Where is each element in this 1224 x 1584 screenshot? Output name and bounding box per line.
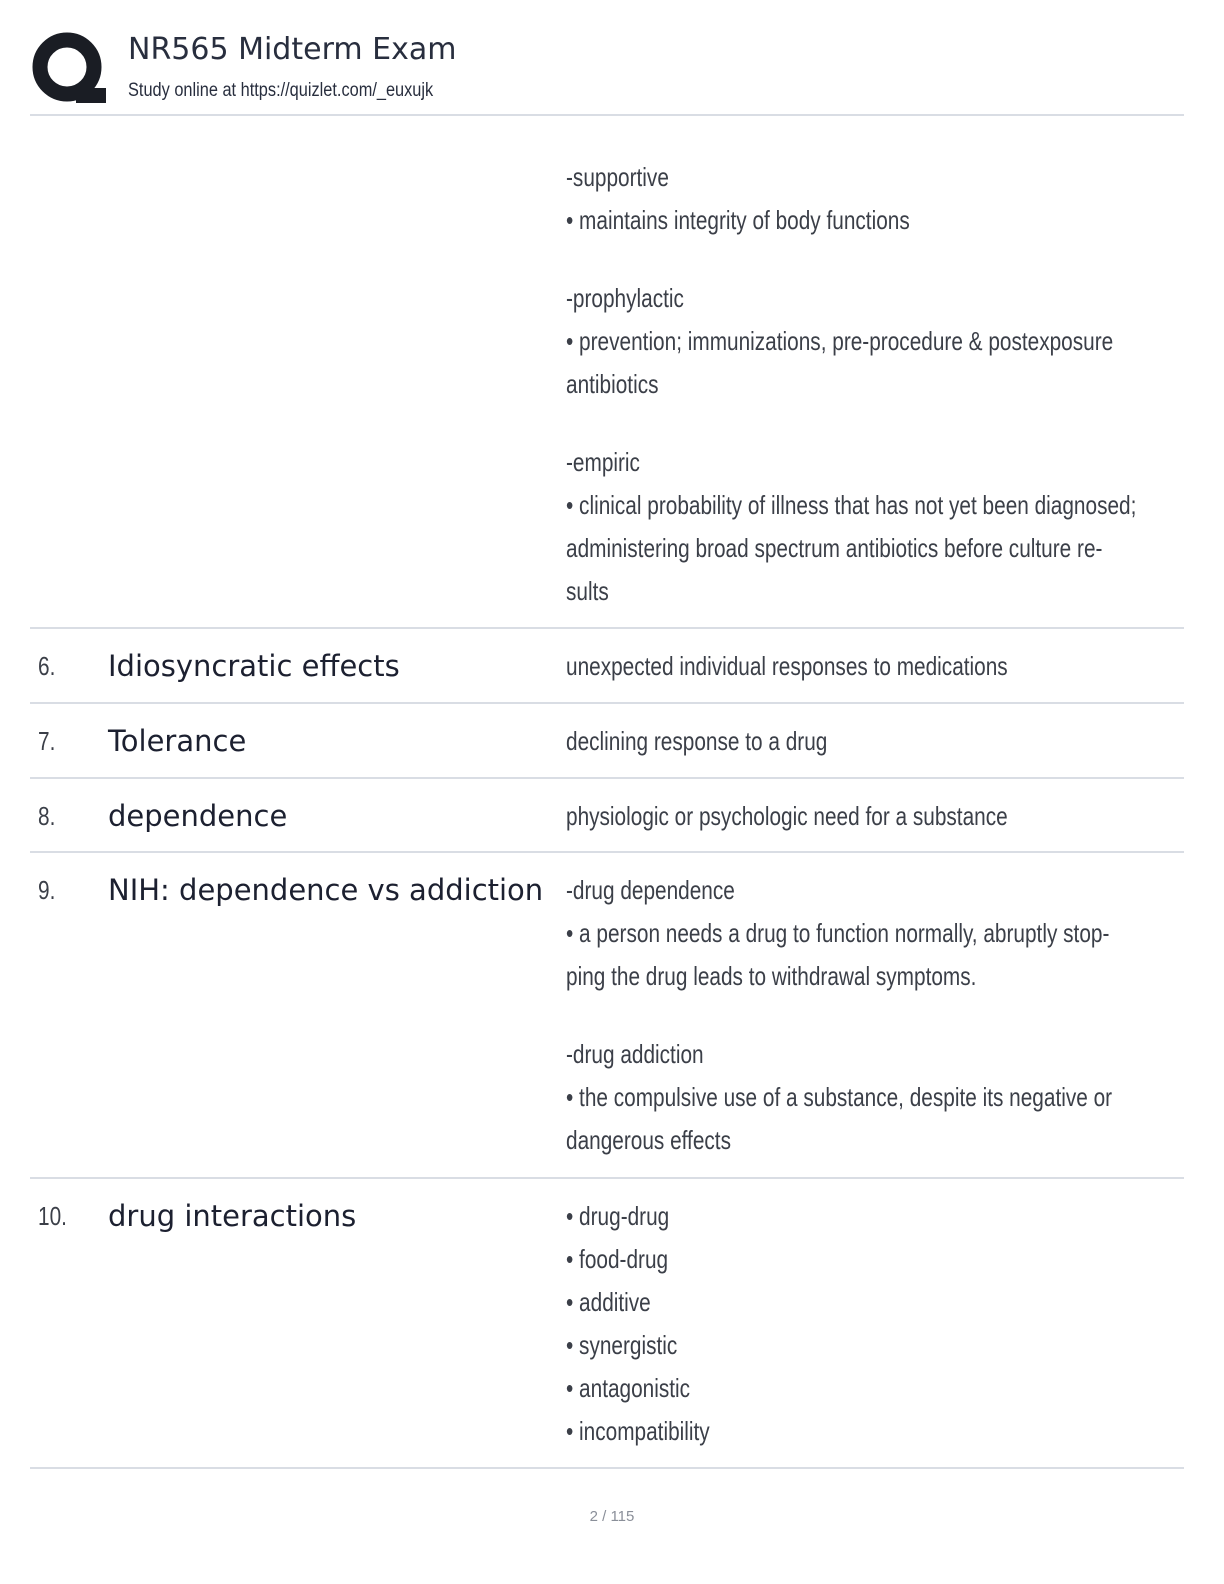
card-5-definition-continued <box>566 156 1171 613</box>
definition-line: • prevention; immunizations, pre-procedure & postexposure <box>566 326 1114 356</box>
card-term: dependence <box>108 799 288 833</box>
definition-line: antibiotics <box>566 369 659 399</box>
definition-line: • food-drug <box>566 1244 669 1274</box>
card-number: 7. <box>38 726 56 756</box>
definition-line: • clinical probability of illness that has not yet been diagnosed; <box>566 490 1137 520</box>
definition-line: • the compulsive use of a substance, despite its negative or <box>566 1082 1113 1112</box>
definition-line: physiologic or psychologic need for a substance <box>566 801 1008 831</box>
card-definition <box>566 645 1171 688</box>
definition-line: ping the drug leads to withdrawal symptoms. <box>566 961 977 991</box>
definition-line: • drug-drug <box>566 1201 670 1231</box>
card-number: 10. <box>38 1201 67 1231</box>
definition-line: • synergistic <box>566 1330 678 1360</box>
quizlet-logo-icon <box>32 32 106 106</box>
card-term: Tolerance <box>108 724 247 758</box>
paragraph-gap <box>566 998 1171 1033</box>
card-number: 9. <box>38 875 56 905</box>
definition-line: administering broad spectrum antibiotics before culture re- <box>566 533 1103 563</box>
card-row-6 <box>30 627 1184 703</box>
card-number: 8. <box>38 801 56 831</box>
definition-line: • a person needs a drug to function normally, abruptly stop- <box>566 918 1110 948</box>
definition-line: -empiric <box>566 447 640 477</box>
bottom-divider <box>30 1467 1184 1469</box>
paragraph-gap <box>566 406 1171 441</box>
card-number: 6. <box>38 651 56 681</box>
card-definition <box>566 869 1171 1162</box>
card-term: drug interactions <box>108 1199 357 1233</box>
definition-line: -drug addiction <box>566 1039 704 1069</box>
definition-line: • additive <box>566 1287 651 1317</box>
definition-line: -drug dependence <box>566 875 735 905</box>
definition-line: dangerous effects <box>566 1125 731 1155</box>
definition-line: -supportive <box>566 162 669 192</box>
definition-line: unexpected individual responses to medications <box>566 651 1008 681</box>
card-row-10 <box>30 1177 1184 1469</box>
card-row-9 <box>30 851 1184 1179</box>
definition-line: • antagonistic <box>566 1373 691 1403</box>
study-online-link[interactable]: Study online at https://quizlet.com/_euxujk <box>128 80 434 101</box>
card-term: NIH: dependence vs addiction <box>108 873 544 907</box>
card-definition <box>566 795 1171 838</box>
definition-line: sults <box>566 576 609 606</box>
page-header <box>30 24 1184 116</box>
card-definition <box>566 1195 1171 1453</box>
definition-line: -prophylactic <box>566 283 684 313</box>
card-term: Idiosyncratic effects <box>108 649 400 683</box>
page-number: 2 / 115 <box>589 1508 635 1525</box>
definition-line: • incompatibility <box>566 1416 710 1446</box>
definition-line: declining response to a drug <box>566 726 828 756</box>
page-title: NR565 Midterm Exam <box>128 32 457 67</box>
card-row-8 <box>30 777 1184 853</box>
paragraph-gap <box>566 242 1171 277</box>
card-row-7 <box>30 702 1184 778</box>
card-definition <box>566 720 1171 763</box>
definition-line: • maintains integrity of body functions <box>566 205 910 235</box>
